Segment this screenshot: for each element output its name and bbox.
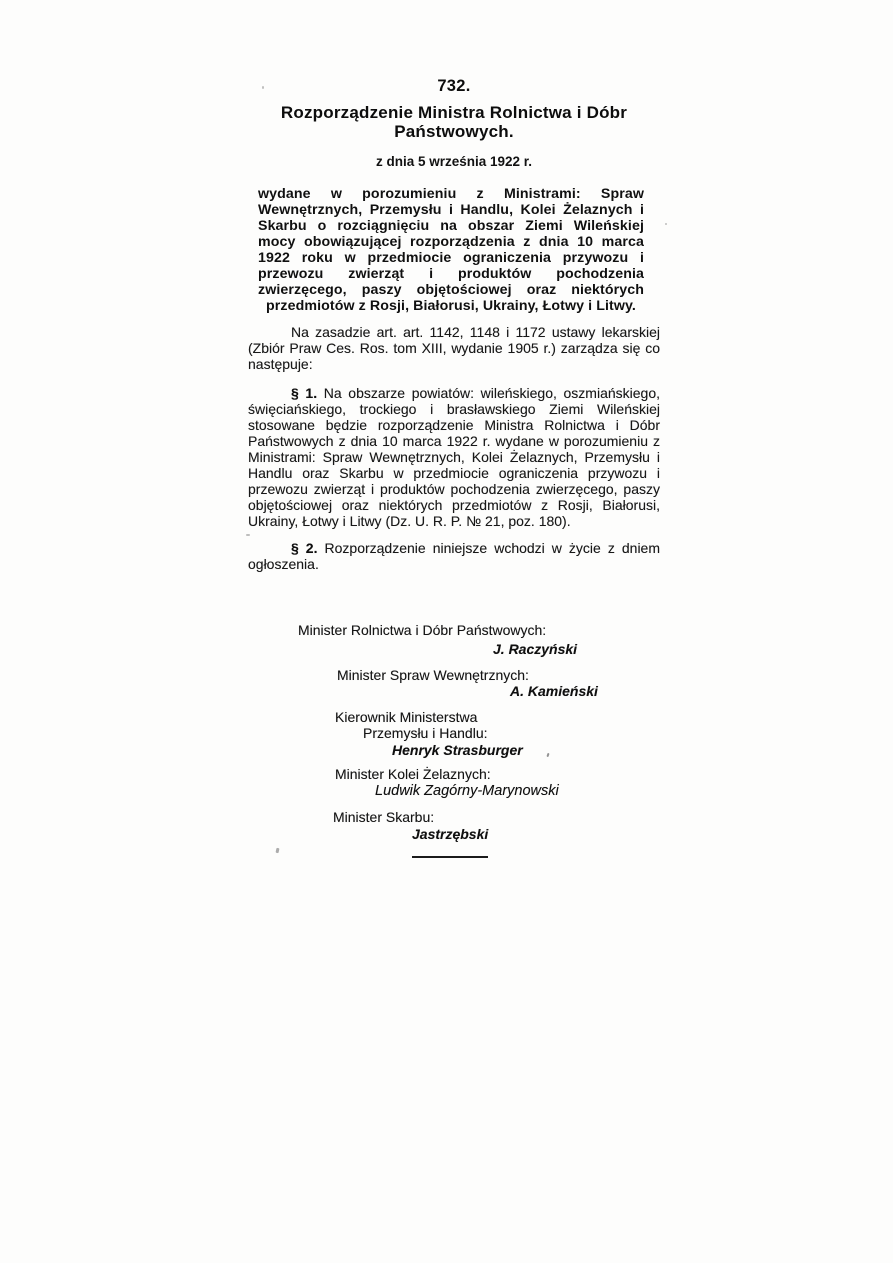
section-1-label: § 1. [291,385,318,401]
section-1-paragraph [248,385,660,529]
section-2-text: Rozporządzenie niniejsze wchodzi w życie z dniem ogłoszenia. [248,540,661,572]
signature-title-line-1: Kierownik Ministerstwa [335,709,478,725]
section-1-text: Na obszarze powiatów: wileńskiego, oszmiańskiego, święciańskiego, trockiego i brasławskiego Ziemi Wileńskiej stosowane będzie rozporządzenie Ministra Rolnictwa i Dóbr Państwowych z dnia 10 marca 1922 r. wydane w porozumieniu z Ministrami: Spraw Wewnętrznych, Kolei Żelaznych, Przemysłu i Handlu oraz Skarbu w przedmiocie ograniczenia przywozu i przewozu zwierząt i produktów pochodzenia zwierzęcego, paszy objętościowej oraz niektórych przedmiotów z Rosji, Białorusi, Ukrainy, Łotwy i Litwy (Dz. U. R. P. № 21, poz. 180). [248,385,660,529]
doc-preamble: wydane w porozumieniu z Ministrami: Spraw Wewnętrznych, Przemysłu i Handlu, Kolei Żelaznych i Skarbu o rozciągnięciu na obszar Ziemi Wileńskiej mocy obowiązującej rozporządzenia z dnia 10 marca 1922 roku w przedmiocie ograniczenia przywozu i przewozu zwierząt i produktów pochodzenia zwierzęcego, paszy objętościowej oraz niektórych przedmiotów z Rosji, Białorusi, Ukrainy, Łotwy i Litwy. [258,186,644,314]
signature-name: J. Raczyński [493,641,578,657]
document-column [248,79,660,572]
scan-speck [276,848,280,854]
doc-date: z dnia 5 września 1922 r. [375,154,533,169]
signature-minister-rolnictwa [248,622,660,657]
signature-minister-kolei [248,766,660,799]
signature-minister-skarbu [248,809,660,842]
scan-speck [665,223,667,225]
signature-block [248,622,660,842]
signature-name: A. Kamieński [510,683,598,699]
scan-speck [262,86,264,89]
signature-kierownik-ministerstwa [248,709,660,758]
signature-title: Minister Skarbu: [333,809,435,825]
signature-title: Minister Kolei Żelaznych: [335,766,491,782]
signature-title-line-2: Przemysłu i Handlu: [363,725,488,741]
signature-minister-spraw-wewnetrznych [248,667,660,699]
section-2-label: § 2. [291,540,318,556]
section-2-paragraph [248,540,660,572]
end-rule [412,856,488,858]
scan-speck [246,534,250,536]
signature-name: Henryk Strasburger [392,742,523,758]
doc-title: Rozporządzenie Ministra Rolnictwa i Dóbr Państwowych. [280,103,628,141]
signature-name: Jastrzębski [412,826,489,842]
doc-number: 732. [437,77,471,95]
signature-name: Ludwik Zagórny-Marynowski [375,783,559,799]
signature-title: Minister Spraw Wewnętrznych: [337,667,529,683]
intro-paragraph: Na zasadzie art. art. 1142, 1148 i 1172 ustawy lekarskiej (Zbiór Praw Ces. Ros. tom XIII, wydanie 1905 r.) zarządza się co następuje: [248,324,660,372]
signature-title: Minister Rolnictwa i Dóbr Państwowych: [298,622,547,638]
